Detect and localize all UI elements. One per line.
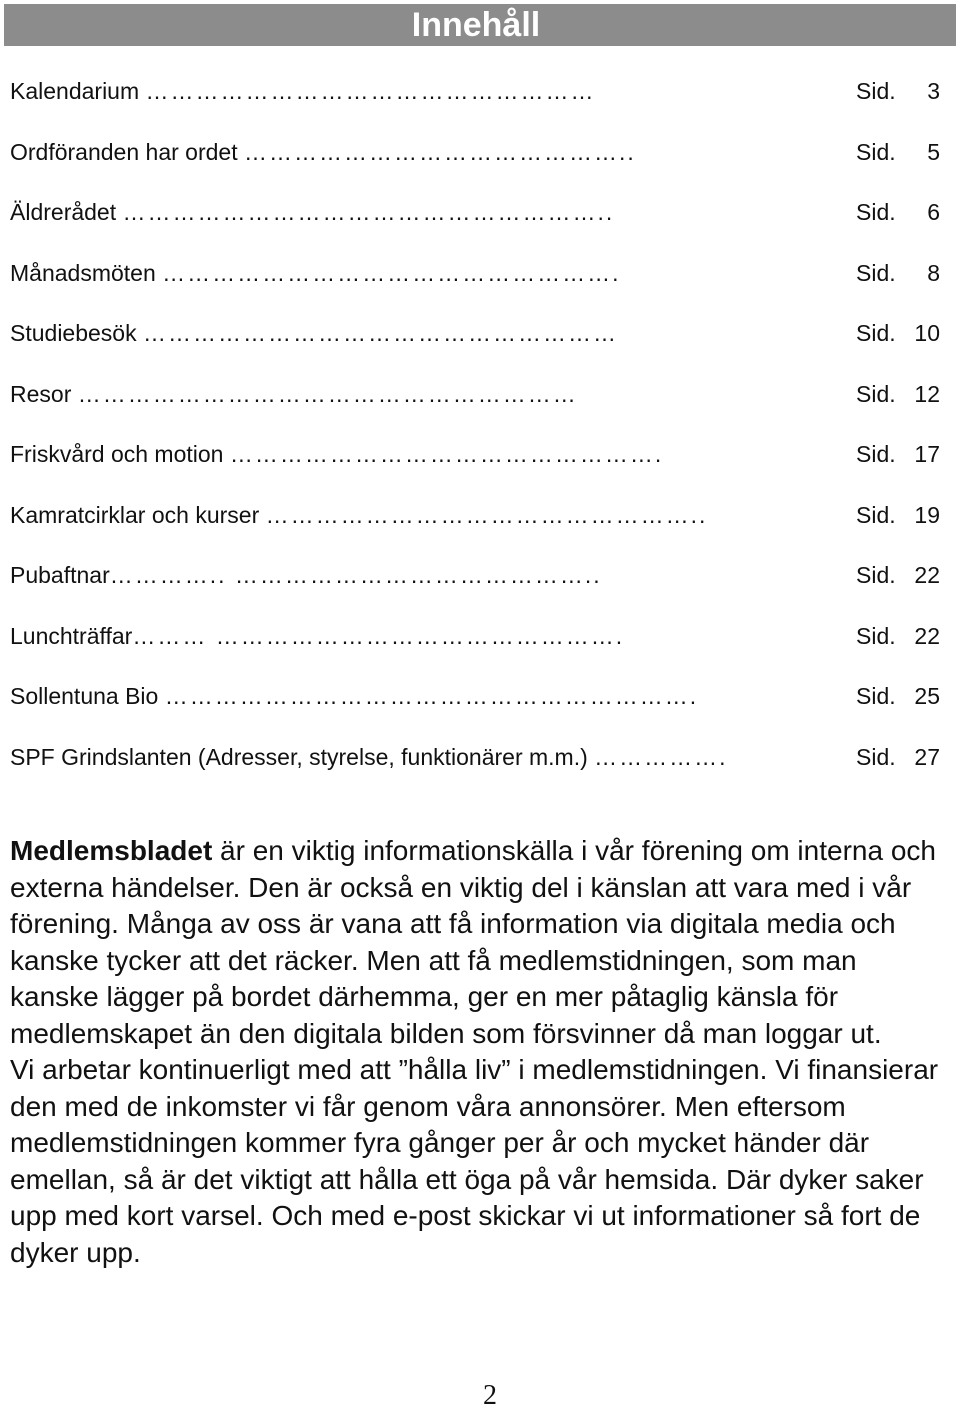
toc-item-sid: Sid. bbox=[856, 320, 896, 346]
toc-item-title: Resor …………………………………………………… bbox=[10, 380, 578, 407]
toc-item-page: 8 bbox=[927, 259, 940, 286]
toc-item bbox=[10, 727, 946, 788]
toc-item-dots: …………………………………………….. bbox=[265, 501, 708, 528]
toc-item-page: 6 bbox=[927, 199, 940, 225]
toc-item-dots: ………………………………………………… bbox=[142, 320, 618, 346]
body-lead-bold: Medlemsbladet bbox=[10, 835, 213, 866]
toc-item-title: Kalendarium ……………………………………………… bbox=[10, 78, 596, 104]
toc-item-page: 22 bbox=[914, 562, 940, 588]
toc-item bbox=[10, 666, 946, 727]
toc-item-page: 22 bbox=[914, 622, 940, 649]
toc-item-dots: ……………………………………………… bbox=[145, 78, 596, 104]
toc-item-sid: Sid. bbox=[856, 199, 896, 225]
toc-item bbox=[10, 61, 946, 122]
body-lead-rest: är en viktig informationskälla i vår förening om interna och externa händelser. Den är också en viktig del i känslan att vara med i vår förening. Många av oss är vana att få information via digitala media och kanske tycker att det räcker. Men att få medlemstidningen, som man kanske lägger på bordet därhemma, ger en mer påtaglig känsla för medlemskapet än den digitala bilden som försvinner då man loggar ut. bbox=[10, 835, 936, 1049]
toc-item-title: Friskvård och motion ……………………………………………. bbox=[10, 441, 664, 467]
toc-item-dots: ……… …………………………………………. bbox=[132, 622, 625, 649]
toc-item bbox=[10, 122, 946, 183]
toc-item-dots: ………….. …………………………………….. bbox=[109, 562, 602, 588]
toc-item-sid: Sid. bbox=[856, 562, 896, 588]
body-paragraph: Vi arbetar kontinuerligt med att ”hålla liv” i medlemstidningen. Vi finansierar den med de inkomster vi får genom våra annonsörer. Men eftersom medlemstidningen kommer fyra gånger per år och mycket händer där emellan, så är det viktigt att hålla ett öga på vår hemsida. Där dyker saker upp med kort varsel. Och med e-post skickar vi ut informationer så fort de dyker upp. bbox=[10, 1054, 939, 1268]
body-text bbox=[10, 833, 950, 1271]
toc-item bbox=[10, 364, 946, 425]
toc-item-dots: …………………………………………………… bbox=[77, 380, 578, 407]
toc-item-sid: Sid. bbox=[856, 138, 896, 165]
table-of-contents bbox=[10, 61, 946, 787]
toc-item-title: Månadsmöten ………………………………………………. bbox=[10, 259, 621, 286]
toc-item-page: 5 bbox=[927, 138, 940, 165]
toc-item bbox=[10, 545, 946, 606]
toc-item-page: 19 bbox=[914, 501, 940, 528]
toc-item-dots: ……………………………………….. bbox=[243, 138, 636, 165]
page-title: Innehåll bbox=[411, 5, 541, 44]
toc-item-title: Äldrerådet ………………………………………………….. bbox=[10, 199, 615, 225]
toc-item-title: Pubaftnar………….. …………………………………….. bbox=[10, 562, 602, 588]
toc-item-sid: Sid. bbox=[856, 441, 896, 467]
toc-item bbox=[10, 182, 946, 243]
toc-item-dots: ………………………………………………….. bbox=[122, 199, 615, 225]
toc-item bbox=[10, 303, 946, 364]
toc-item-sid: Sid. bbox=[856, 743, 896, 770]
toc-item-sid: Sid. bbox=[856, 683, 896, 709]
toc-item-page: 12 bbox=[914, 380, 940, 407]
header-bar bbox=[4, 4, 956, 46]
toc-item-page: 10 bbox=[914, 320, 940, 346]
toc-item-title: SPF Grindslanten (Adresser, styrelse, funktionärer m.m.) ……………. bbox=[10, 743, 728, 770]
toc-item-sid: Sid. bbox=[856, 78, 896, 104]
toc-item-sid: Sid. bbox=[856, 380, 896, 407]
body-paragraph bbox=[10, 833, 950, 1052]
toc-item-dots: ……………. bbox=[594, 743, 728, 770]
toc-item bbox=[10, 424, 946, 485]
toc-item-title: Ordföranden har ordet ……………………………………….. bbox=[10, 138, 636, 165]
toc-item bbox=[10, 606, 946, 667]
toc-item-page: 25 bbox=[914, 683, 940, 709]
toc-item bbox=[10, 243, 946, 304]
toc-item-dots: ………………………………………………. bbox=[162, 259, 621, 286]
toc-item-sid: Sid. bbox=[856, 622, 896, 649]
toc-item-page: 3 bbox=[927, 78, 940, 104]
toc-item-dots: ……………………………………………. bbox=[229, 441, 664, 467]
page-number: 2 bbox=[483, 1380, 497, 1411]
toc-item-title: Sollentuna Bio ………………………………………………………. bbox=[10, 683, 699, 709]
toc-item-title: Lunchträffar……… …………………………………………. bbox=[10, 622, 625, 649]
toc-item-dots: ………………………………………………………. bbox=[164, 683, 699, 709]
toc-item-title: Studiebesök ………………………………………………… bbox=[10, 320, 618, 346]
toc-item-page: 17 bbox=[914, 441, 940, 467]
toc-item bbox=[10, 485, 946, 546]
toc-item-sid: Sid. bbox=[856, 259, 896, 286]
toc-item-sid: Sid. bbox=[856, 501, 896, 528]
toc-item-title: Kamratcirklar och kurser …………………………………………….. bbox=[10, 501, 708, 528]
toc-item-page: 27 bbox=[914, 743, 940, 770]
